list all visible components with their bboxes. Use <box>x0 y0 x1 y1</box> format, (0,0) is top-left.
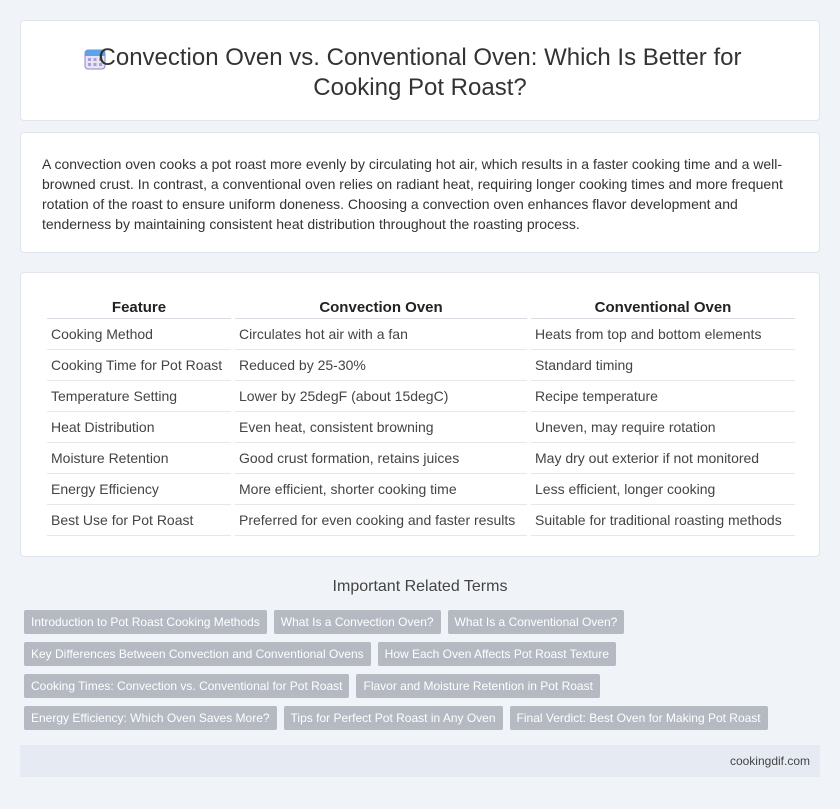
table-cell: Recipe temperature <box>531 381 795 412</box>
table-cell: Uneven, may require rotation <box>531 412 795 443</box>
table-cell: Circulates hot air with a fan <box>235 319 527 350</box>
table-row <box>47 474 795 505</box>
table-row <box>47 381 795 412</box>
table-cell: Suitable for traditional roasting methods <box>531 505 795 536</box>
table-cell: Cooking Time for Pot Roast <box>47 350 231 381</box>
table-row <box>47 443 795 474</box>
table-cell: Cooking Method <box>47 319 231 350</box>
table-cell: Reduced by 25-30% <box>235 350 527 381</box>
table-cell: May dry out exterior if not monitored <box>531 443 795 474</box>
table-cell: Lower by 25degF (about 15degC) <box>235 381 527 412</box>
related-term-link[interactable]: Tips for Perfect Pot Roast in Any Oven <box>284 706 503 730</box>
table-row <box>47 319 795 350</box>
table-cell: Less efficient, longer cooking <box>531 474 795 505</box>
related-term-link[interactable]: Cooking Times: Convection vs. Conventional for Pot Roast <box>24 674 349 698</box>
related-term-link[interactable]: Introduction to Pot Roast Cooking Methods <box>24 610 267 634</box>
intro-card <box>20 132 820 253</box>
related-terms-heading: Important Related Terms <box>332 578 508 595</box>
table-cell: Heat Distribution <box>47 412 231 443</box>
table-cell: Standard timing <box>531 350 795 381</box>
comparison-table-card <box>20 272 820 557</box>
table-row <box>47 412 795 443</box>
table-cell: More efficient, shorter cooking time <box>235 474 527 505</box>
title-card <box>20 20 820 121</box>
intro-paragraph: A convection oven cooks a pot roast more evenly by circulating hot air, which results in a faster cooking time and a well-browned crust. In contrast, a conventional oven relies on radiant heat, requiring longer cooking times and more frequent rotation of the roast to ensure uniform doneness. Choosing a convection oven enhances flavor development and tenderness by maintaining consistent heat distribution throughout the roasting process. <box>42 156 783 232</box>
table-row <box>47 505 795 536</box>
header-feature: Feature <box>47 295 231 319</box>
table-cell: Temperature Setting <box>47 381 231 412</box>
table-cell: Good crust formation, retains juices <box>235 443 527 474</box>
table-cell: Even heat, consistent browning <box>235 412 527 443</box>
header-convection: Convection Oven <box>235 295 527 319</box>
page-title: Convection Oven vs. Conventional Oven: Which Is Better for Cooking Pot Roast? <box>98 44 742 101</box>
related-term-link[interactable]: What Is a Conventional Oven? <box>448 610 625 634</box>
related-term-link[interactable]: What Is a Convection Oven? <box>274 610 441 634</box>
table-cell: Preferred for even cooking and faster results <box>235 505 527 536</box>
related-terms-list <box>24 610 804 730</box>
site-link[interactable]: cookingdif.com <box>729 754 810 768</box>
table-header-row <box>47 295 795 319</box>
table-cell: Heats from top and bottom elements <box>531 319 795 350</box>
table-cell: Moisture Retention <box>47 443 231 474</box>
header-conventional: Conventional Oven <box>531 295 795 319</box>
table-row <box>47 350 795 381</box>
comparison-table <box>43 295 799 536</box>
footer <box>20 745 820 777</box>
related-term-link[interactable]: Final Verdict: Best Oven for Making Pot Roast <box>510 706 768 730</box>
table-cell: Best Use for Pot Roast <box>47 505 231 536</box>
related-term-link[interactable]: Flavor and Moisture Retention in Pot Roast <box>356 674 599 698</box>
related-term-link[interactable]: Energy Efficiency: Which Oven Saves More? <box>24 706 277 730</box>
related-term-link[interactable]: Key Differences Between Convection and Conventional Ovens <box>24 642 371 666</box>
table-cell: Energy Efficiency <box>47 474 231 505</box>
related-term-link[interactable]: How Each Oven Affects Pot Roast Texture <box>378 642 616 666</box>
